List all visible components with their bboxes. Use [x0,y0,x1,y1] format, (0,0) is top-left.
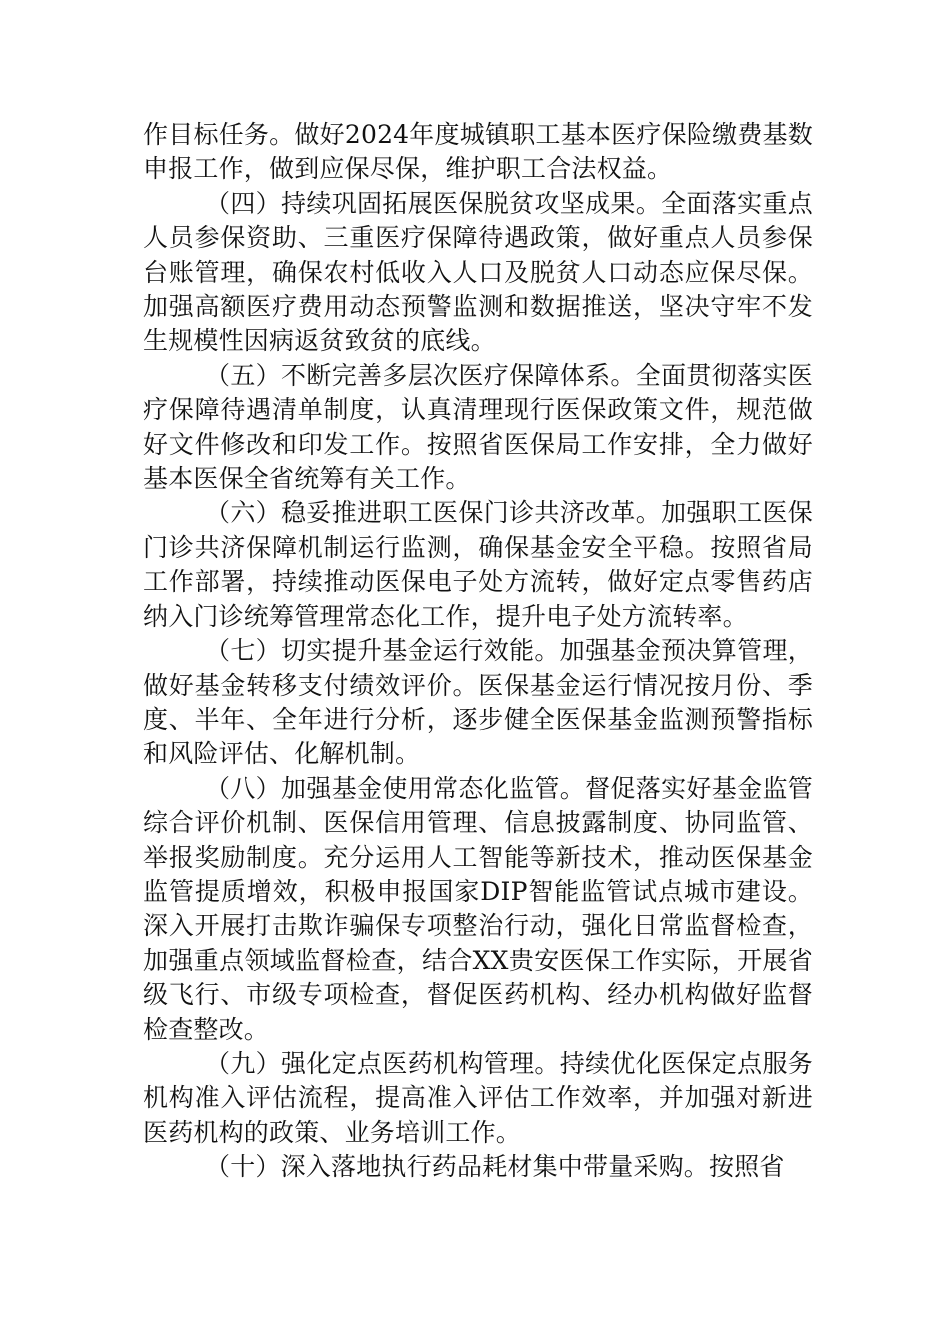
paragraph-section-10: （十）深入落地执行药品耗材集中带量采购。按照省 [205,1152,785,1182]
paragraph-section-7: （七）切实提升基金运行效能。加强基金预决算管理，做好基金转移支付绩效评价。医保基金运行情况按月份、季度、半年、全年进行分析，逐步健全医保基金监测预警指标和风险评估、化解机制。 [143,636,813,769]
paragraph-section-6: （六）稳妥推进职工医保门诊共济改革。加强职工医保门诊共济保障机制运行监测，确保基金安全平稳。按照省局工作部署，持续推动医保电子处方流转，做好定点零售药店纳入门诊统筹管理常态化工作，提升电子处方流转率。 [143,498,813,631]
paragraph-section-8: （八）加强基金使用常态化监管。督促落实好基金监管综合评价机制、医保信用管理、信息披露制度、协同监管、举报奖励制度。充分运用人工智能等新技术，推动医保基金监管提质增效，积极申报国家DIP智能监管试点城市建设。深入开展打击欺诈骗保专项整治行动，强化日常监督检查，加强重点领域监督检查，结合XX贵安医保工作实际，开展省级飞行、市级专项检查，督促医药机构、经办机构做好监督检查整改。 [143,773,813,1044]
document-body [143,118,813,1185]
paragraph-section-9: （九）强化定点医药机构管理。持续优化医保定点服务机构准入评估流程，提高准入评估工作效率，并加强对新进医药机构的政策、业务培训工作。 [143,1048,813,1147]
paragraph-section-5: （五）不断完善多层次医疗保障体系。全面贯彻落实医疗保障待遇清单制度，认真清理现行医保政策文件，规范做好文件修改和印发工作。按照省医保局工作安排，全力做好基本医保全省统筹有关工作。 [143,360,813,494]
paragraph-section-4: （四）持续巩固拓展医保脱贫攻坚成果。全面落实重点人员参保资助、三重医疗保障待遇政策，做好重点人员参保台账管理，确保农村低收入人口及脱贫人口动态应保尽保。加强高额医疗费用动态预警监测和数据推送，坚决守牢不发生规模性因病返贫致贫的底线。 [143,188,813,356]
paragraph-continued: 作目标任务。做好2024年度城镇职工基本医疗保险缴费基数申报工作，做到应保尽保，维护职工合法权益。 [143,120,813,184]
